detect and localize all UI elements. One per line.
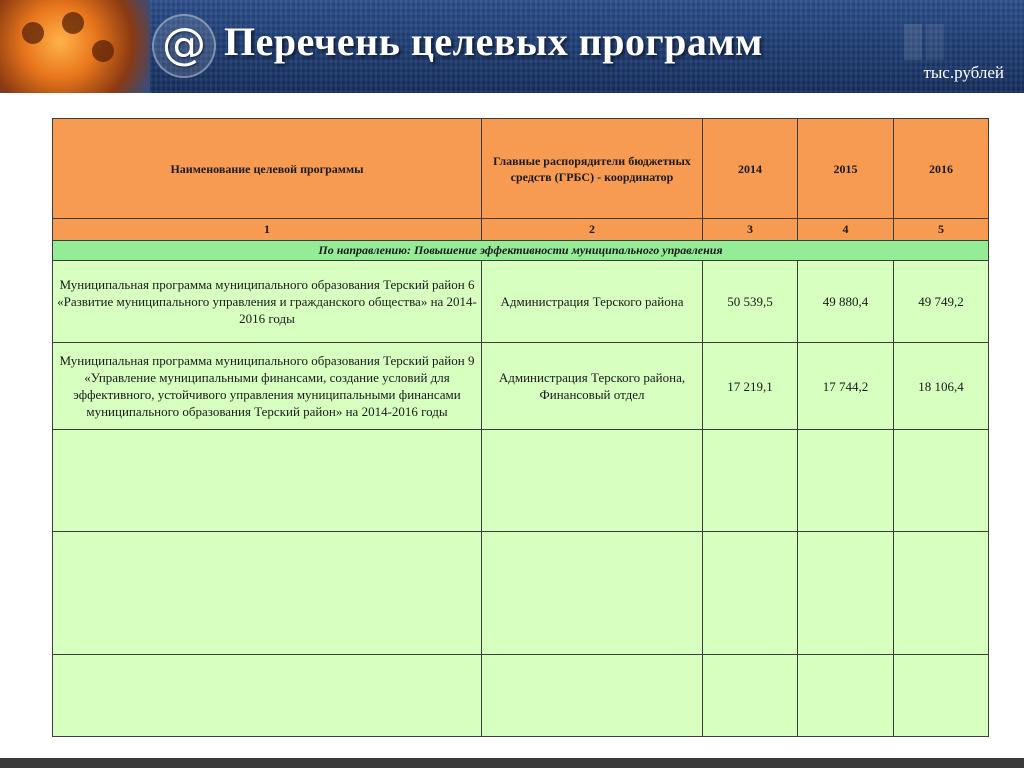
empty-cell bbox=[894, 655, 989, 737]
empty-table-row bbox=[53, 430, 989, 532]
table-row bbox=[53, 261, 989, 343]
grbs-cell: Администрация Терского района, Финансовый отдел bbox=[482, 343, 703, 430]
column-number: 3 bbox=[703, 219, 798, 241]
empty-cell bbox=[53, 430, 482, 532]
empty-cell bbox=[53, 655, 482, 737]
value-2015-cell: 49 880,4 bbox=[798, 261, 894, 343]
empty-cell bbox=[703, 430, 798, 532]
table-header-row bbox=[53, 119, 989, 219]
grbs-cell: Администрация Терского района bbox=[482, 261, 703, 343]
units-label: тыс.рублей bbox=[923, 63, 1004, 82]
value-2015-cell: 17 744,2 bbox=[798, 343, 894, 430]
empty-table-row bbox=[53, 532, 989, 655]
empty-cell bbox=[482, 430, 703, 532]
at-sign-icon: @ bbox=[152, 14, 216, 78]
banner-illustration bbox=[0, 0, 150, 93]
figure-silhouette bbox=[92, 40, 114, 62]
empty-cell bbox=[703, 532, 798, 655]
value-2014-cell: 17 219,1 bbox=[703, 343, 798, 430]
program-name-cell: Муниципальная программа муниципального образования Терский район 9 «Управление муниципальными финансами, создание условий для эффективного, устойчивого управления муниципальными финансами муниципального образования Терский район» на 2014-2016 годы bbox=[53, 343, 482, 430]
table-row bbox=[53, 343, 989, 430]
page-title: Перечень целевых программ bbox=[224, 19, 763, 64]
empty-cell bbox=[703, 655, 798, 737]
section-title: По направлению: Повышение эффективности муниципального управления bbox=[53, 241, 989, 261]
program-name-cell: Муниципальная программа муниципального образования Терский район 6 «Развитие муниципального управления и гражданского общества» на 2014-2016 годы bbox=[53, 261, 482, 343]
empty-cell bbox=[894, 532, 989, 655]
figure-silhouette bbox=[62, 12, 84, 34]
footer-bar bbox=[0, 758, 1024, 768]
header-year-2014: 2014 bbox=[703, 119, 798, 219]
section-row bbox=[53, 241, 989, 261]
header-program-name: Наименование целевой программы bbox=[53, 119, 482, 219]
header-year-2016: 2016 bbox=[894, 119, 989, 219]
value-2016-cell: 49 749,2 bbox=[894, 261, 989, 343]
column-number: 1 bbox=[53, 219, 482, 241]
figure-silhouette bbox=[22, 22, 44, 44]
column-number-row bbox=[53, 219, 989, 241]
header-grbs: Главные распорядители бюджетных средств (ГРБС) - координатор bbox=[482, 119, 703, 219]
header-year-2015: 2015 bbox=[798, 119, 894, 219]
column-number: 5 bbox=[894, 219, 989, 241]
empty-cell bbox=[798, 430, 894, 532]
empty-cell bbox=[53, 532, 482, 655]
empty-cell bbox=[798, 655, 894, 737]
column-number: 2 bbox=[482, 219, 703, 241]
empty-cell bbox=[798, 532, 894, 655]
empty-cell bbox=[482, 655, 703, 737]
value-2016-cell: 18 106,4 bbox=[894, 343, 989, 430]
empty-cell bbox=[482, 532, 703, 655]
value-2014-cell: 50 539,5 bbox=[703, 261, 798, 343]
column-number: 4 bbox=[798, 219, 894, 241]
empty-cell bbox=[894, 430, 989, 532]
empty-table-row bbox=[53, 655, 989, 737]
target-programs-table bbox=[52, 118, 989, 737]
decorative-squares bbox=[904, 24, 984, 60]
header-banner bbox=[0, 0, 1024, 93]
